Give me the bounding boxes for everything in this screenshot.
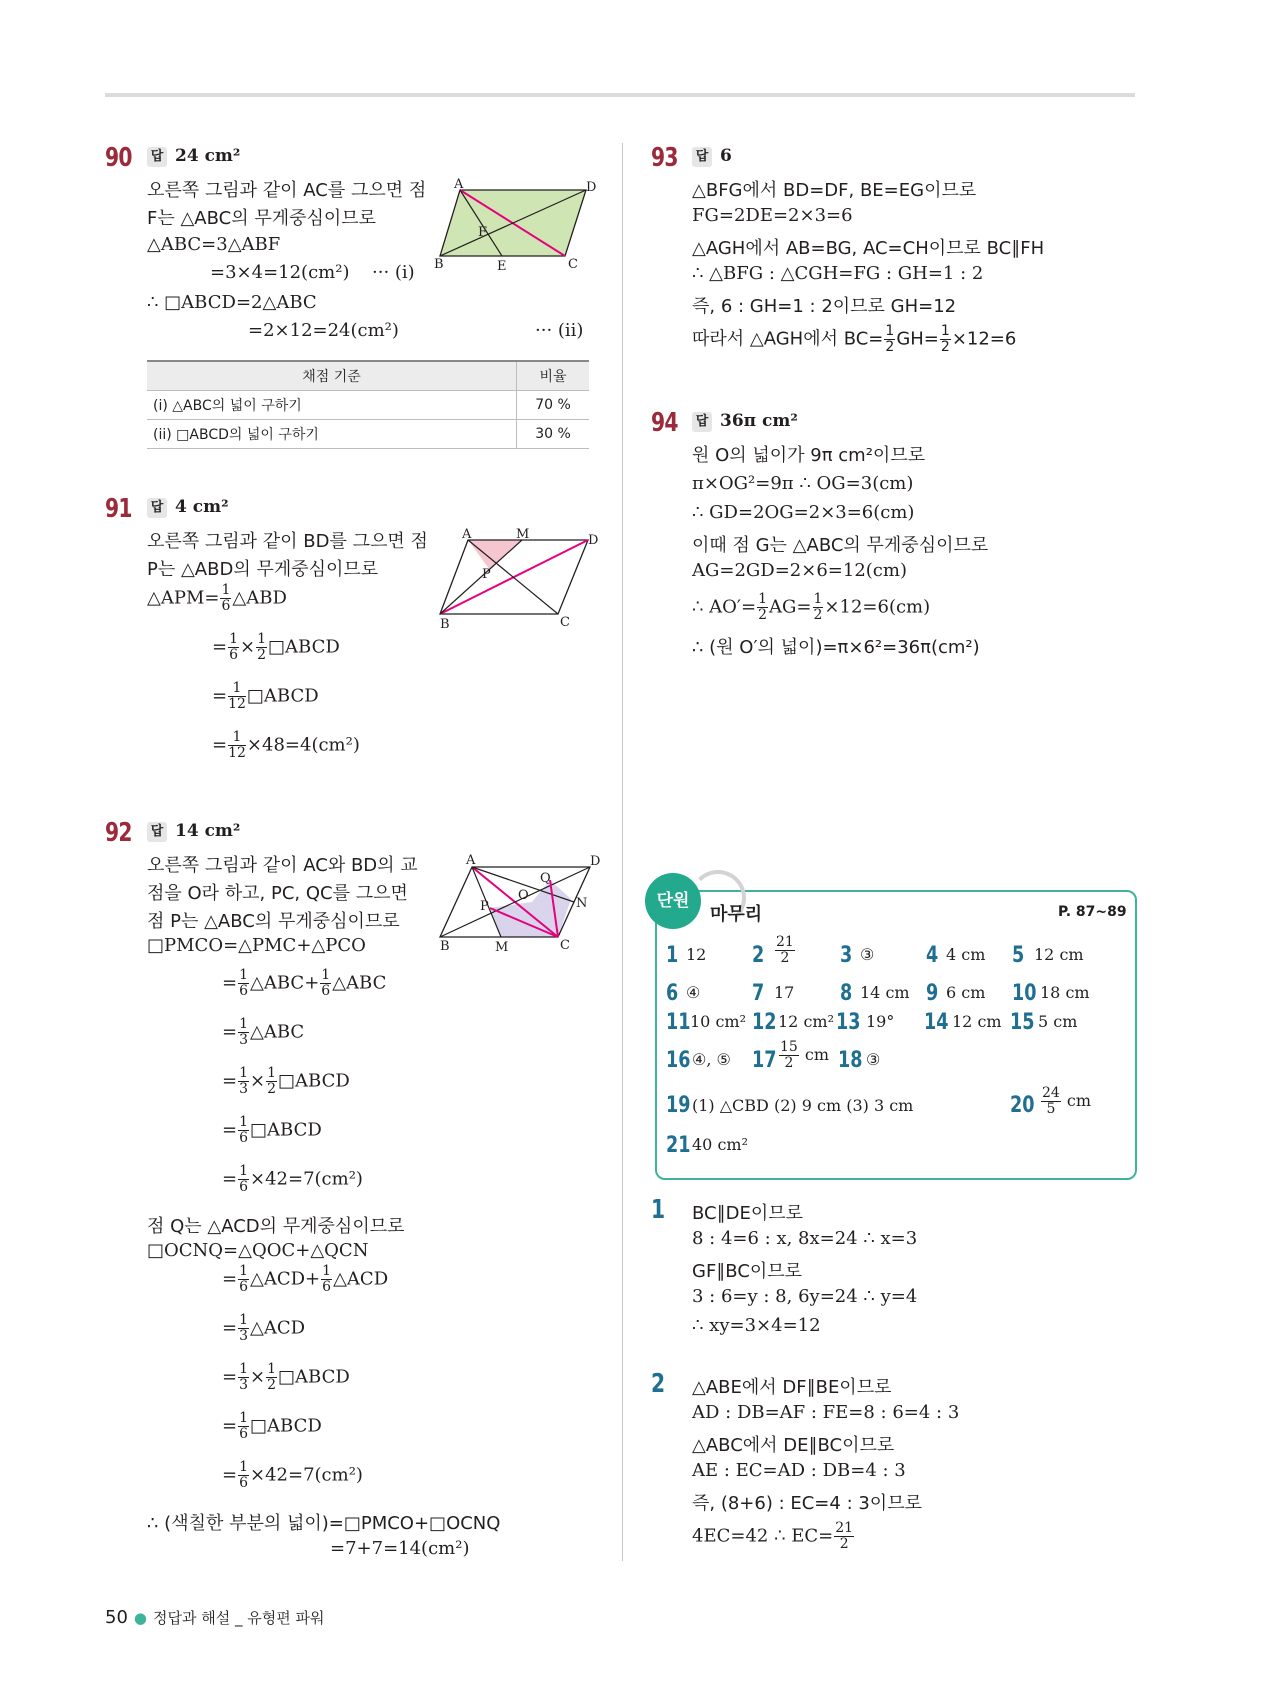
label-B: B xyxy=(434,257,444,272)
eq-text: × xyxy=(250,1366,266,1388)
eq-text: = xyxy=(222,1119,238,1141)
eq-text: △ABC xyxy=(250,1021,305,1043)
scoring-table xyxy=(147,360,589,449)
figure-91 xyxy=(440,527,600,632)
review-item-number: 7 xyxy=(752,981,765,1006)
review-item-number: 15 xyxy=(1010,1010,1035,1035)
answer-value: 24 cm² xyxy=(175,146,241,166)
unit: cm xyxy=(1066,1091,1092,1110)
step-mark: ··· (i) xyxy=(372,262,415,283)
review-item-number: 5 xyxy=(1012,943,1025,968)
solution-line: 점 P는 △ABC의 무게중심이므로 xyxy=(147,911,400,932)
eq-text: = xyxy=(212,636,228,658)
answer-tag: 답 xyxy=(147,498,167,518)
equation-line xyxy=(692,1521,855,1552)
review-item-number: 18 xyxy=(838,1048,863,1073)
review-title: 마무리 xyxy=(710,904,763,925)
solution-number: 1 xyxy=(651,1195,665,1225)
label-D: D xyxy=(586,180,597,195)
table-cell: 30 % xyxy=(517,420,590,449)
review-item-value: 5 cm xyxy=(1038,1012,1078,1031)
review-item-value: (1) △CBD (2) 9 cm (3) 3 cm xyxy=(692,1096,914,1115)
fraction xyxy=(228,730,246,761)
fraction xyxy=(757,592,768,623)
eq-text: □ABCD xyxy=(246,685,319,707)
numerator: 24 xyxy=(1042,1085,1060,1101)
label-B: B xyxy=(440,617,450,632)
fraction xyxy=(834,1521,854,1552)
review-item-number: 10 xyxy=(1012,981,1037,1006)
review-item-number: 12 xyxy=(752,1010,777,1035)
solution-line: △BFG에서 BD=DF, BE=EG이므로 xyxy=(692,180,977,201)
denominator: 2 xyxy=(267,1081,277,1097)
review-item-value: 12 cm xyxy=(952,1012,1002,1031)
review-item-number: 8 xyxy=(840,981,853,1006)
solution-line: ∴ (색칠한 부분의 넓이)=□PMCO+□OCNQ xyxy=(147,1513,501,1534)
review-item-value: 40 cm² xyxy=(692,1135,748,1154)
numerator: 21 xyxy=(835,1520,854,1536)
equation-line xyxy=(212,730,360,761)
answer-value: 4 cm² xyxy=(175,497,229,517)
page-footer xyxy=(105,1607,324,1628)
solution-line: AD : DB=AF : FE=8 : 6=4 : 3 xyxy=(692,1402,960,1423)
label-A: A xyxy=(454,177,464,192)
review-item-value: 19° xyxy=(866,1012,895,1031)
label-C: C xyxy=(560,615,570,630)
equation-line xyxy=(222,968,386,999)
fraction xyxy=(220,583,231,614)
solution-line: BC∥DE이므로 xyxy=(692,1203,803,1224)
review-item-value: ④ xyxy=(686,983,701,1002)
problem-number: 91 xyxy=(105,494,132,524)
equation-line xyxy=(147,583,287,614)
solution-line: △ABC에서 DE∥BC이므로 xyxy=(692,1435,895,1456)
answer xyxy=(147,821,240,842)
solution-line: 이때 점 G는 △ABC의 무게중심이므로 xyxy=(692,535,989,556)
numerator: 1 xyxy=(322,1263,332,1279)
eq-text: △ABD xyxy=(232,587,287,609)
label-M: M xyxy=(495,940,509,955)
fraction xyxy=(238,1362,249,1393)
equation-line xyxy=(692,324,1016,355)
review-item-number: 16 xyxy=(666,1048,691,1073)
solution-line: P는 △ABD의 무게중심이므로 xyxy=(147,559,379,580)
fraction xyxy=(238,968,249,999)
denominator: 2 xyxy=(839,1536,849,1552)
fraction xyxy=(775,935,795,966)
numerator: 1 xyxy=(239,1065,249,1081)
review-item-number: 13 xyxy=(836,1010,861,1035)
eq-text: △ABC xyxy=(332,972,387,994)
numerator: 1 xyxy=(813,591,823,607)
review-item-value xyxy=(1040,1086,1091,1117)
fraction xyxy=(320,968,331,999)
numerator: 1 xyxy=(221,582,231,598)
fraction xyxy=(238,1411,249,1442)
eq-text: = xyxy=(222,1168,238,1190)
numerator: 1 xyxy=(257,631,267,647)
review-item-value: 17 xyxy=(774,983,795,1002)
label-P: P xyxy=(480,899,489,914)
eq-text: □ABCD xyxy=(278,1070,350,1092)
answer-tag: 답 xyxy=(147,147,167,167)
equation-line xyxy=(222,1411,322,1442)
eq-text: = xyxy=(222,1415,238,1437)
solution-line: GF∥BC이므로 xyxy=(692,1261,803,1282)
numerator: 1 xyxy=(239,967,249,983)
numerator: 1 xyxy=(239,1163,249,1179)
unit-badge: 단원 xyxy=(645,873,701,929)
numerator: 1 xyxy=(228,730,246,746)
table-cell: (ii) □ABCD의 넓이 구하기 xyxy=(147,420,517,449)
answer-tag: 답 xyxy=(147,822,167,842)
answer xyxy=(147,497,229,518)
denominator: 2 xyxy=(267,1377,277,1393)
denominator: 12 xyxy=(228,745,246,761)
denominator: 3 xyxy=(239,1032,249,1048)
fraction xyxy=(228,681,246,712)
fraction xyxy=(238,1313,249,1344)
review-item-number: 1 xyxy=(666,943,679,968)
numerator: 21 xyxy=(776,934,794,950)
eq-text: 따라서 △AGH에서 BC= xyxy=(692,328,884,350)
review-item-number: 14 xyxy=(924,1010,949,1035)
eq-text: ∴ AO′= xyxy=(692,596,757,618)
numerator: 1 xyxy=(239,1361,249,1377)
review-item-value: 12 cm xyxy=(1034,945,1084,964)
label-D: D xyxy=(588,533,599,548)
problem-number: 92 xyxy=(105,818,132,848)
denominator: 2 xyxy=(780,950,790,966)
fraction xyxy=(813,592,824,623)
review-item-number: 3 xyxy=(840,943,853,968)
review-item-value: ③ xyxy=(860,945,875,964)
denominator: 3 xyxy=(239,1377,249,1393)
numerator: 1 xyxy=(940,323,950,339)
review-item-number: 11 xyxy=(666,1010,691,1035)
denominator: 2 xyxy=(940,339,950,355)
unit: cm xyxy=(804,1045,830,1064)
solution-line: 오른쪽 그림과 같이 AC를 그으면 점 xyxy=(147,180,427,201)
column-divider xyxy=(622,143,623,1561)
solution-line: ∴ □ABCD=2△ABC xyxy=(147,292,317,313)
label-A: A xyxy=(462,527,472,542)
eq-text: AG= xyxy=(769,596,812,618)
footer-title: 정답과 해설 _ 유형편 파워 xyxy=(153,1609,325,1627)
eq-text: = xyxy=(222,1366,238,1388)
label-C: C xyxy=(568,257,578,272)
solution-line: ∴ GD=2OG=2×3=6(cm) xyxy=(692,502,915,523)
numerator: 1 xyxy=(239,1114,249,1130)
eq-text: GH= xyxy=(896,328,939,350)
numerator: 1 xyxy=(239,1410,249,1426)
denominator: 6 xyxy=(239,1475,249,1491)
fraction xyxy=(238,1164,249,1195)
solution-line: 즉, 6 : GH=1 : 2이므로 GH=12 xyxy=(692,296,957,317)
solution-line: 원 O의 넓이가 9π cm²이므로 xyxy=(692,445,926,466)
numerator: 15 xyxy=(780,1039,798,1055)
review-item-number: 17 xyxy=(752,1048,777,1073)
problem-number: 90 xyxy=(105,143,132,173)
solution-line: AG=2GD=2×6=12(cm) xyxy=(692,560,907,581)
answer-value: 36π cm² xyxy=(720,411,798,431)
numerator: 1 xyxy=(239,1016,249,1032)
fraction xyxy=(1041,1086,1061,1117)
label-Q: Q xyxy=(540,871,551,886)
review-item-value: 4 cm xyxy=(946,945,986,964)
eq-text: = xyxy=(222,1021,238,1043)
numerator: 1 xyxy=(267,1065,277,1081)
table-row xyxy=(147,420,589,449)
solution-line: ∴ xy=3×4=12 xyxy=(692,1315,821,1336)
table-cell: (i) △ABC의 넓이 구하기 xyxy=(147,391,517,420)
equation-line xyxy=(222,1460,363,1491)
table-row xyxy=(147,391,589,420)
solution-line: =7+7=14(cm²) xyxy=(330,1538,470,1559)
numerator: 1 xyxy=(239,1459,249,1475)
eq-text: □ABCD xyxy=(250,1415,322,1437)
solution-line: FG=2DE=2×3=6 xyxy=(692,205,853,226)
numerator: 1 xyxy=(267,1361,277,1377)
answer-value: 6 xyxy=(720,146,732,166)
equation-line xyxy=(222,1264,388,1295)
fraction xyxy=(266,1362,277,1393)
denominator: 3 xyxy=(239,1081,249,1097)
denominator: 6 xyxy=(322,1279,332,1295)
table-header: 비율 xyxy=(517,361,590,391)
page-number: 50 xyxy=(105,1607,128,1628)
equation-line xyxy=(222,1313,305,1344)
problem-number: 94 xyxy=(651,408,678,438)
solution-line: =3×4=12(cm²) xyxy=(210,262,350,283)
solution-number: 2 xyxy=(651,1369,665,1399)
eq-text: □ABCD xyxy=(268,636,340,658)
fraction xyxy=(266,1066,277,1097)
denominator: 6 xyxy=(239,1179,249,1195)
denominator: 6 xyxy=(239,1130,249,1146)
diagonal-line xyxy=(440,540,588,614)
fraction xyxy=(940,324,951,355)
solution-line: F는 △ABC의 무게중심이므로 xyxy=(147,208,377,229)
fraction xyxy=(321,1264,332,1295)
solution-line: ∴ (원 O′의 넓이)=π×6²=36π(cm²) xyxy=(692,637,980,658)
eq-text: × xyxy=(250,1070,266,1092)
label-A: A xyxy=(466,853,476,868)
eq-text: △ACD xyxy=(250,1317,306,1339)
eq-text: △ACD xyxy=(333,1268,389,1290)
table-cell: 70 % xyxy=(517,391,590,420)
label-C: C xyxy=(560,938,570,953)
solution-line: 오른쪽 그림과 같이 BD를 그으면 점 xyxy=(147,531,428,552)
review-item-value: 12 xyxy=(686,945,707,964)
review-item-value: 12 cm² xyxy=(778,1012,834,1031)
eq-text: 4EC=42 ∴ EC= xyxy=(692,1525,834,1547)
review-item-value xyxy=(774,935,796,966)
answer xyxy=(692,411,798,432)
review-item-value: 10 cm² xyxy=(690,1012,746,1031)
eq-text: = xyxy=(222,1317,238,1339)
figure-92 xyxy=(440,852,601,955)
fraction xyxy=(238,1264,249,1295)
numerator: 1 xyxy=(239,1263,249,1279)
review-item-value: 6 cm xyxy=(946,983,986,1002)
label-M: M xyxy=(516,527,530,542)
bullet-icon: ● xyxy=(133,1609,147,1627)
eq-text: = xyxy=(222,1070,238,1092)
fraction xyxy=(256,632,267,663)
numerator: 1 xyxy=(321,967,331,983)
eq-text: □ABCD xyxy=(250,1119,322,1141)
fraction xyxy=(238,1017,249,1048)
numerator: 1 xyxy=(239,1312,249,1328)
solution-line: 오른쪽 그림과 같이 AC와 BD의 교 xyxy=(147,855,418,876)
label-O: O xyxy=(518,888,529,903)
denominator: 6 xyxy=(321,983,331,999)
label-D: D xyxy=(590,854,601,869)
label-N: N xyxy=(576,896,588,911)
eq-text: △APM= xyxy=(147,587,220,609)
denominator: 6 xyxy=(221,598,231,614)
solution-line: AE : EC=AD : DB=4 : 3 xyxy=(692,1460,906,1481)
numerator: 1 xyxy=(229,631,239,647)
denominator: 6 xyxy=(229,647,239,663)
fraction xyxy=(238,1066,249,1097)
equation-line xyxy=(212,632,340,663)
denominator: 2 xyxy=(784,1055,794,1071)
denominator: 2 xyxy=(885,339,895,355)
denominator: 6 xyxy=(239,1426,249,1442)
answer-tag: 답 xyxy=(692,412,712,432)
solution-line: □OCNQ=△QOC+△QCN xyxy=(147,1240,369,1261)
eq-text: ×12=6 xyxy=(951,328,1017,350)
numerator: 1 xyxy=(228,681,246,697)
solution-line: ∴ △BFG : △CGH=FG : GH=1 : 2 xyxy=(692,263,984,284)
review-item-number: 6 xyxy=(666,981,679,1006)
solution-line: =2×12=24(cm²) xyxy=(248,320,399,341)
denominator: 6 xyxy=(239,983,249,999)
eq-text: = xyxy=(212,734,228,756)
fraction xyxy=(238,1115,249,1146)
solution-line: △ABE에서 DF∥BE이므로 xyxy=(692,1377,892,1398)
table-header: 채점 기준 xyxy=(147,361,517,391)
review-item-number: 21 xyxy=(666,1133,691,1158)
problem-number: 93 xyxy=(651,143,678,173)
numerator: 1 xyxy=(758,591,768,607)
review-item-value: ④, ⑤ xyxy=(692,1050,731,1069)
denominator: 2 xyxy=(758,607,768,623)
shaded-triangle xyxy=(468,540,522,570)
equation-line xyxy=(222,1115,322,1146)
numerator: 1 xyxy=(885,323,895,339)
eq-text: = xyxy=(222,1464,238,1486)
review-item-value: 14 cm xyxy=(860,983,910,1002)
answer xyxy=(692,146,732,167)
eq-text: □ABCD xyxy=(278,1366,350,1388)
denominator: 5 xyxy=(1046,1101,1056,1117)
equation-line xyxy=(222,1362,350,1393)
answer-tag: 답 xyxy=(692,147,712,167)
eq-text: △ABC+ xyxy=(250,972,320,994)
fraction xyxy=(779,1040,799,1071)
equation-line xyxy=(222,1066,350,1097)
solution-line: 즉, (8+6) : EC=4 : 3이므로 xyxy=(692,1493,922,1514)
top-rule xyxy=(105,93,1135,97)
eq-text: ×12=6(cm) xyxy=(824,596,931,618)
label-B: B xyxy=(440,939,450,954)
eq-text: = xyxy=(222,1268,238,1290)
answer-value: 14 cm² xyxy=(175,821,241,841)
review-item-number: 20 xyxy=(1010,1093,1035,1118)
figure-90 xyxy=(434,177,600,278)
eq-text: = xyxy=(212,685,228,707)
denominator: 12 xyxy=(228,696,246,712)
review-item-value: 18 cm xyxy=(1040,983,1090,1002)
solution-line: △ABC=3△ABF xyxy=(147,234,281,255)
denominator: 2 xyxy=(257,647,267,663)
review-item-number: 9 xyxy=(926,981,939,1006)
fraction xyxy=(238,1460,249,1491)
review-item-value xyxy=(778,1040,829,1071)
review-item-value: ③ xyxy=(866,1050,881,1069)
label-P: P xyxy=(482,567,491,582)
review-item-number: 4 xyxy=(926,943,939,968)
answer xyxy=(147,146,240,167)
denominator: 2 xyxy=(813,607,823,623)
equation-line xyxy=(212,681,319,712)
solution-line: 점을 O라 하고, PC, QC를 그으면 xyxy=(147,883,408,904)
denominator: 3 xyxy=(239,1328,249,1344)
solution-line: 8 : 4=6 : x, 8x=24 ∴ x=3 xyxy=(692,1228,918,1249)
eq-text: ×48=4(cm²) xyxy=(246,734,360,756)
equation-line xyxy=(222,1164,363,1195)
eq-text: × xyxy=(240,636,256,658)
eq-text: = xyxy=(222,972,238,994)
solution-line: □PMCO=△PMC+△PCO xyxy=(147,935,366,956)
review-pages: P. 87~89 xyxy=(1058,904,1127,920)
step-mark: ··· (ii) xyxy=(535,320,584,341)
eq-text: △ACD+ xyxy=(250,1268,321,1290)
solution-line: △AGH에서 AB=BG, AC=CH이므로 BC∥FH xyxy=(692,238,1045,259)
solution-line: 3 : 6=y : 8, 6y=24 ∴ y=4 xyxy=(692,1286,918,1307)
solution-line: 점 Q는 △ACD의 무게중심이므로 xyxy=(147,1216,405,1237)
eq-text: ×42=7(cm²) xyxy=(250,1464,363,1486)
label-E: E xyxy=(497,259,507,274)
eq-text: ×42=7(cm²) xyxy=(250,1168,363,1190)
fraction xyxy=(884,324,895,355)
solution-line: π×OG²=9π ∴ OG=3(cm) xyxy=(692,473,914,494)
review-item-number: 19 xyxy=(666,1093,691,1118)
denominator: 6 xyxy=(239,1279,249,1295)
equation-line xyxy=(222,1017,304,1048)
review-item-number: 2 xyxy=(752,943,765,968)
equation-line xyxy=(692,592,930,623)
label-F: F xyxy=(478,225,488,240)
fraction xyxy=(228,632,239,663)
